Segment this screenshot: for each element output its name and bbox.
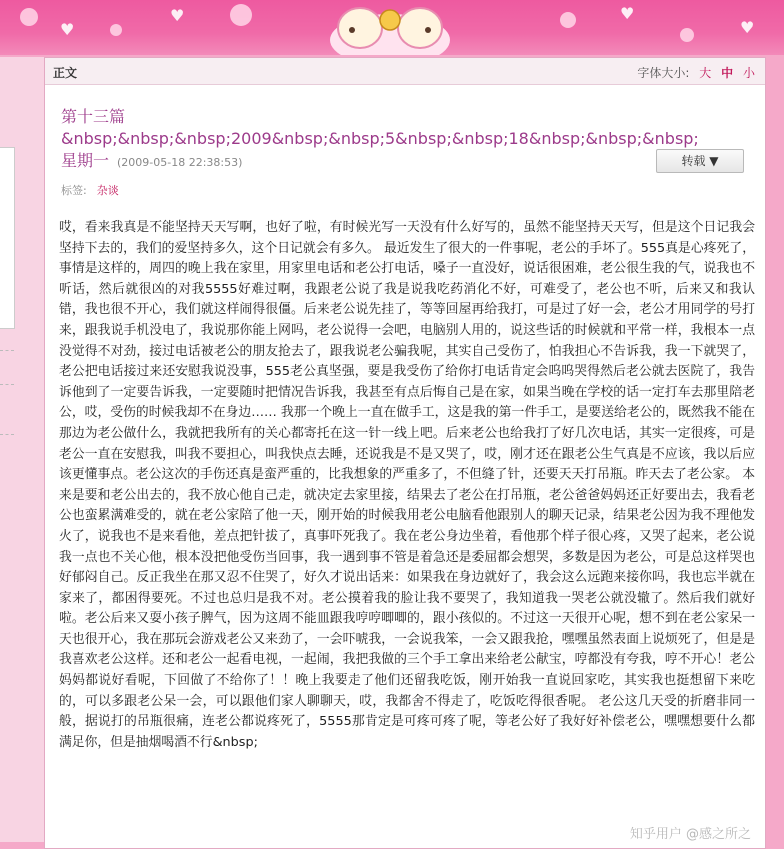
cartoon-character-icon (300, 0, 480, 55)
font-size-label: 字体大小: (637, 66, 690, 80)
header-banner (0, 0, 784, 55)
watermark-text: 知乎用户 @感之所之 (629, 827, 751, 842)
decor-dot (20, 8, 38, 26)
font-size-control (637, 64, 755, 81)
tag-link[interactable]: 杂谈 (96, 184, 119, 197)
post-header-bar (45, 58, 765, 85)
post-date: (2009-05-18 22:38:53) (117, 156, 243, 169)
repost-button[interactable] (656, 149, 744, 173)
sidebar-panel (0, 147, 15, 329)
decor-dot (680, 28, 694, 42)
section-label: 正文 (53, 66, 78, 80)
dropdown-arrow-icon: ▼ (709, 154, 719, 168)
post-title-prefix: 第十三篇 (61, 107, 126, 126)
decor-dot (560, 12, 576, 28)
post-body: 哎，看来我真是不能坚持天天写啊，也好了啦，有时候光写一天没有什么好写的，虽然不能坚持天天写，但是这个日记我会坚持下去的，我们的爱坚持多久，这个日记就会有多久。 最近发生了很大的一件事呢，老公的手坏了。555真是心疼死了，事情是这样的，周四的晚上我在家里，用家里电话和老公打电话，嗓子一直没好，说话很困难，老公很生我的气，说我也不听话，然后就很凶的对我5555好难过啊，我跟老公说了我是说我吃药消化不好，可难受了，老公也不听，后来又和我认错，我也很不开心，我们就这样闹得很僵。后来老公说先挂了，等等回屋再给我打，可是过了好一会，老公才用同学的号打来，跟我说手机没电了，我说那你能上网吗，老公说得一会吧，电脑别人用的，说这些话的时候就和平常一样，我根本一点没觉得不对劲，接过电话被老公的朋友抢去了，跟我说老公骗我呢，其实自己受伤了，怕我担心不告诉我，我一下就哭了，老公把电话接过来还安慰我说没事，555老公真坚强，要是我受伤了给你打电话肯定会呜呜哭得然后老公就去医院了，我告诉他到了一定要告诉我，一定要随时把情况告诉我，我甚至有点后悔自己是在家，如果当晚在学校的话一定打车去那里陪老公，哎，受伤的时候我却不在身边…… 我那一个晚上一直在做手工，这是我的第一件手工，是要送给老公的，既然我不能在那边为老公做什么，我就把我所有的关心都寄托在这一针一线上吧。后来老公也给我打了好几次电话，其实一定很疼，可是老公一直在安慰我，叫我不要担心，叫我快点去睡，还说我是不是又哭了，哎，刚才还在跟老公生气真是不应该，我以后应该更懂事点。老公这次的手伤还真是蛮严重的，比我想象的严重多了，不但缝了针，还要天天打吊瓶。昨天去了老公家。 本来是要和老公出去的，我不放心他自己走，就决定去家里接，结果去了老公在打吊瓶，老公爸爸妈妈还正好要出去，我看老公也蛮累满难受的，就在老公家陪了他一天，刚开始的时候我用老公电脑看他跟别人的聊天记录，结果老公因为我不理他发火了，说我也不是来看他，差点把针拔了，真事吓死我了。我在老公身边坐着，看他那个样子很心疼，又哭了起来，老公说我一点也不关心他，根本没把他受伤当回事，我一遇到事不管是着急还是委屈都会想哭，多数是因为老公，可是总这样哭也好郁闷自己。反正我坐在那又忍不住哭了，好久才说出话来：如果我在身边就好了，我会这么远跑来接你吗，我也忘半就在家来了，都困得要死。不过也总归是我不对。老公摸着我的脸让我不要哭了，我知道我一哭老公就没辙了。然后我们就好啦。老公后来又耍小孩子脾气，因为这周不能皿跟我哼哼唧唧的，跟小孩似的。不过这一天很开心呢，想不到在老公家呆一天也很开心，我在那玩会游戏老公又来劲了，一会吓唬我，一会说我笨，一会又跟我抢，嘿嘿虽然表面上说烦死了，但是是我喜欢老公这样。还和老公一起看电视，一起闹，我把我做的三个手工拿出来给老公献宝，哼都没有夸我，哼不开心！老公妈妈都说好看呢，下回做了不给你了！！晚上我要走了他们还留我吃饭，刚开始我一直说回家吃，其实我也挺想留下来吃的，可以多跟老公呆一会，可以跟他们家人聊聊天，哎，我都舍不得走了，吃饭吃得很香呢。 老公这几天受的折磨非同一般，据说打的吊瓶很痛，连老公都说疼死了，5555那肯定是可疼可疼了呢，等老公好了我好好补偿老公，嘿嘿想要什么都满足你，但是抽烟喝酒不行&nbsp; (59, 220, 755, 750)
sidebar-divider (0, 350, 14, 351)
decor-dot (110, 24, 122, 36)
left-sidebar (0, 57, 44, 842)
sidebar-divider (0, 384, 14, 385)
tags-label: 标签: (61, 184, 87, 197)
decor-dot (230, 4, 252, 26)
font-size-small-link[interactable]: 小 (742, 66, 755, 80)
heart-icon: ♥ (60, 20, 75, 39)
heart-icon: ♥ (620, 4, 635, 23)
font-size-medium-link[interactable]: 中 (721, 66, 734, 80)
heart-icon: ♥ (170, 6, 185, 25)
heart-icon: ♥ (740, 18, 755, 37)
blog-post-panel (44, 57, 766, 849)
font-size-large-link[interactable]: 大 (699, 66, 712, 80)
repost-label: 转载 (681, 154, 706, 168)
post-title-body: &nbsp;&nbsp;&nbsp;2009&nbsp;&nbsp;5&nbsp;&nbsp;18&nbsp;&nbsp;&nbsp;星期一 (61, 129, 699, 170)
sidebar-divider (0, 434, 14, 435)
post-tags (61, 182, 119, 198)
